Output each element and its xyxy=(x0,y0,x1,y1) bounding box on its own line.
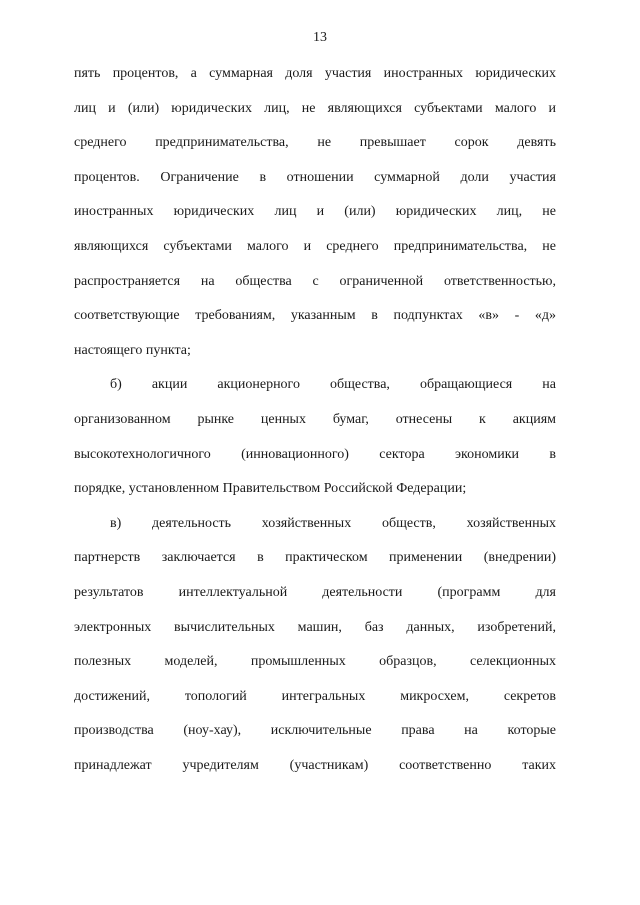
text-line: настоящего пункта; xyxy=(74,342,191,358)
text-line: результатов интеллектуальной деятельности (программ для xyxy=(74,584,556,600)
text-line: достижений, топологий интегральных микросхем, секретов xyxy=(74,688,556,704)
text-line: распространяется на общества с ограниченной ответственностью, xyxy=(74,273,556,289)
document-body xyxy=(74,62,556,788)
text-line: иностранных юридических лиц и (или) юридических лиц, не xyxy=(74,204,556,220)
text-line: производства (ноу-хау), исключительные права на которые xyxy=(74,723,556,739)
page-number: 13 xyxy=(313,30,327,45)
text-line: организованном рынке ценных бумаг, отнесены к акциям xyxy=(74,411,556,427)
text-line: высокотехнологичного (инновационного) сектора экономики в xyxy=(74,446,556,462)
paragraph-item-b xyxy=(74,373,556,511)
text-line: в) деятельность хозяйственных обществ, хозяйственных xyxy=(110,515,556,531)
text-line: пять процентов, а суммарная доля участия иностранных юридических xyxy=(74,66,556,81)
text-line: полезных моделей, промышленных образцов, селекционных xyxy=(74,654,556,670)
text-line: являющихся субъектами малого и среднего предпринимательства, не xyxy=(74,238,556,254)
text-line: соответствующие требованиям, указанным в подпунктах «в» - «д» xyxy=(74,308,556,324)
paragraph-continuation xyxy=(74,62,556,373)
text-line: принадлежат учредителям (участникам) соответственно таких xyxy=(74,757,556,773)
paragraph-item-v xyxy=(74,512,556,789)
text-line: лиц и (или) юридических лиц, не являющихся субъектами малого и xyxy=(74,100,556,116)
text-line: процентов. Ограничение в отношении суммарной доли участия xyxy=(74,169,556,185)
text-line: электронных вычислительных машин, баз данных, изобретений, xyxy=(74,619,556,635)
text-line: партнерств заключается в практическом применении (внедрении) xyxy=(74,550,556,566)
text-line: б) акции акционерного общества, обращающиеся на xyxy=(110,377,556,393)
text-line: порядке, установленном Правительством Российской Федерации; xyxy=(74,481,467,497)
text-line: среднего предпринимательства, не превышает сорок девять xyxy=(74,135,556,151)
